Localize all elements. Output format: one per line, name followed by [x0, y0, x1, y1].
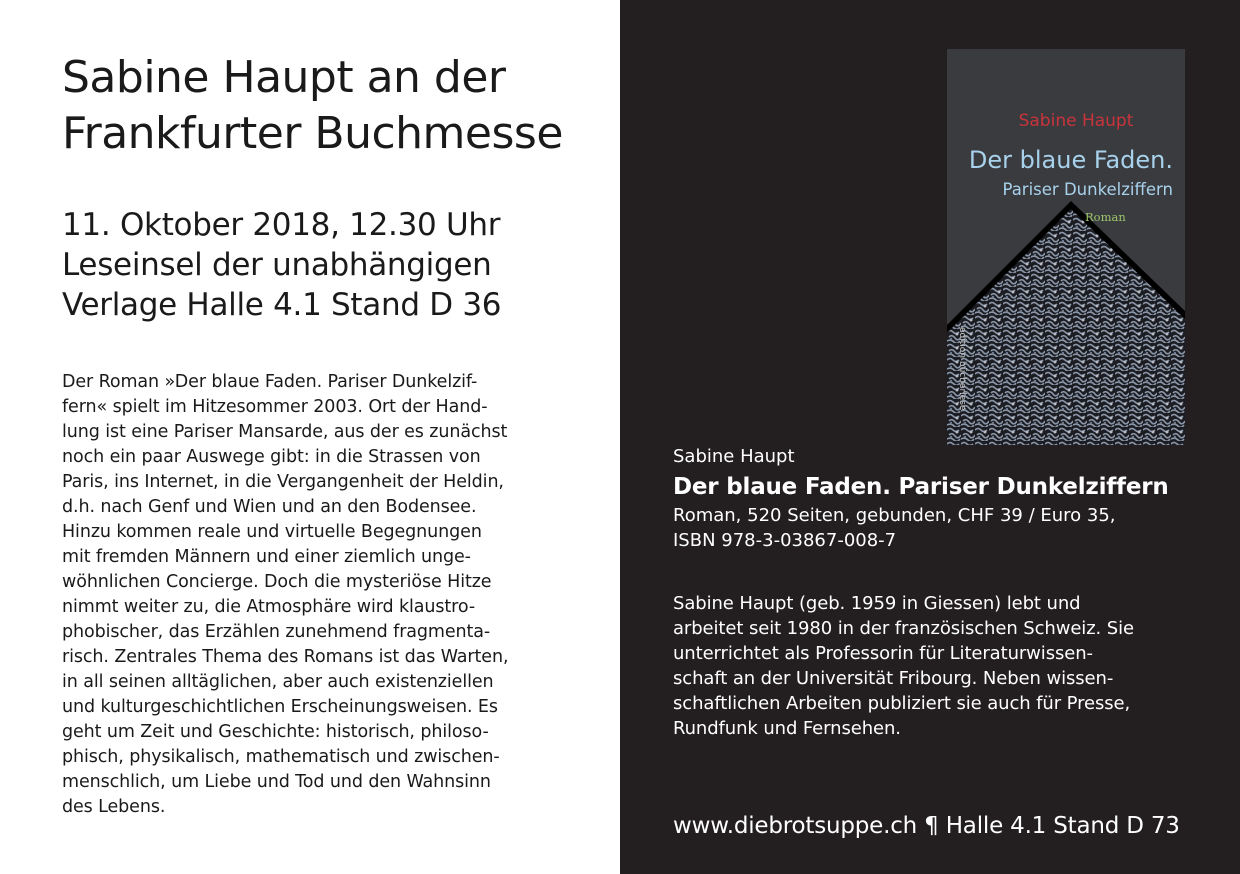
book-title: Der blaue Faden. Pariser Dunkelziffern — [673, 474, 1169, 500]
description-line: nimmt weiter zu, die Atmosphäre wird klaustro- — [62, 597, 476, 617]
page-title — [62, 50, 563, 162]
description-line: Hinzu kommen reale und virtuelle Begegnungen — [62, 522, 482, 542]
bio-line: arbeitet seit 1980 in der französischen Schweiz. Sie — [673, 618, 1134, 639]
bio-line: Sabine Haupt (geb. 1959 in Giessen) lebt und — [673, 593, 1081, 614]
details-line: Roman, 520 Seiten, gebunden, CHF 39 / Euro 35, — [673, 505, 1116, 526]
right-panel — [620, 0, 1240, 874]
description-line: phisch, physikalisch, mathematisch und zwischen- — [62, 747, 500, 767]
event-date: 11. Oktober 2018, 12.30 Uhr — [62, 207, 501, 243]
bio-line: schaftlichen Arbeiten publiziert sie auch für Presse, — [673, 693, 1131, 714]
event-info — [62, 205, 501, 325]
description-line: noch ein paar Auswege gibt: in die Strassen von — [62, 447, 481, 467]
cover-genre: Roman — [1085, 210, 1126, 224]
description-line: Der Roman »Der blaue Faden. Pariser Dunkelzif- — [62, 372, 478, 392]
description-line: in all seinen alltäglichen, aber auch existenziellen — [62, 672, 494, 692]
book-cover — [947, 49, 1185, 445]
description-line: d.h. nach Genf und Wien und an den Bodensee. — [62, 497, 477, 517]
event-location: Verlage Halle 4.1 Stand D 36 — [62, 287, 502, 323]
publisher-footer: www.diebrotsuppe.ch ¶ Halle 4.1 Stand D 73 — [673, 813, 1180, 839]
details-line: ISBN 978-3-03867-008-7 — [673, 530, 897, 551]
book-author: Sabine Haupt — [673, 446, 795, 467]
bio-line: schaft an der Universität Fribourg. Neben wissen- — [673, 668, 1114, 689]
description-line: und kulturgeschichtlichen Erscheinungsweisen. Es — [62, 697, 498, 717]
cover-pattern-graphic — [947, 49, 1185, 445]
bio-line: Rundfunk und Fernsehen. — [673, 718, 901, 739]
description-line: Paris, ins Internet, in die Vergangenheit der Heldin, — [62, 472, 504, 492]
cover-title: Der blaue Faden. — [968, 146, 1173, 174]
description-line: phobischer, das Erzählen zunehmend fragmenta- — [62, 622, 491, 642]
author-bio — [673, 591, 1134, 741]
description-line: fern« spielt im Hitzesommer 2003. Ort der Hand- — [62, 397, 488, 417]
title-line: Frankfurter Buchmesse — [62, 108, 563, 159]
title-line: Sabine Haupt an der — [62, 52, 506, 103]
description-line: lung ist eine Pariser Mansarde, aus der es zunächst — [62, 422, 508, 442]
event-location: Leseinsel der unabhängigen — [62, 247, 492, 283]
description-line: wöhnlichen Concierge. Doch die mysteriöse Hitze — [62, 572, 492, 592]
description-line: geht um Zeit und Geschichte: historisch, philoso- — [62, 722, 489, 742]
book-description — [62, 370, 508, 820]
cover-publisher: edition bücherlese — [957, 327, 967, 411]
bio-line: unterrichtet als Professorin für Literaturwissen- — [673, 643, 1093, 664]
description-line: menschlich, um Liebe und Tod und den Wahnsinn — [62, 772, 491, 792]
cover-author: Sabine Haupt — [1018, 111, 1134, 131]
description-line: mit fremden Männern und einer ziemlich unge- — [62, 547, 471, 567]
description-line: des Lebens. — [62, 797, 166, 817]
cover-subtitle: Pariser Dunkelziffern — [1002, 180, 1173, 199]
book-details — [673, 503, 1116, 553]
description-line: risch. Zentrales Thema des Romans ist das Warten, — [62, 647, 509, 667]
